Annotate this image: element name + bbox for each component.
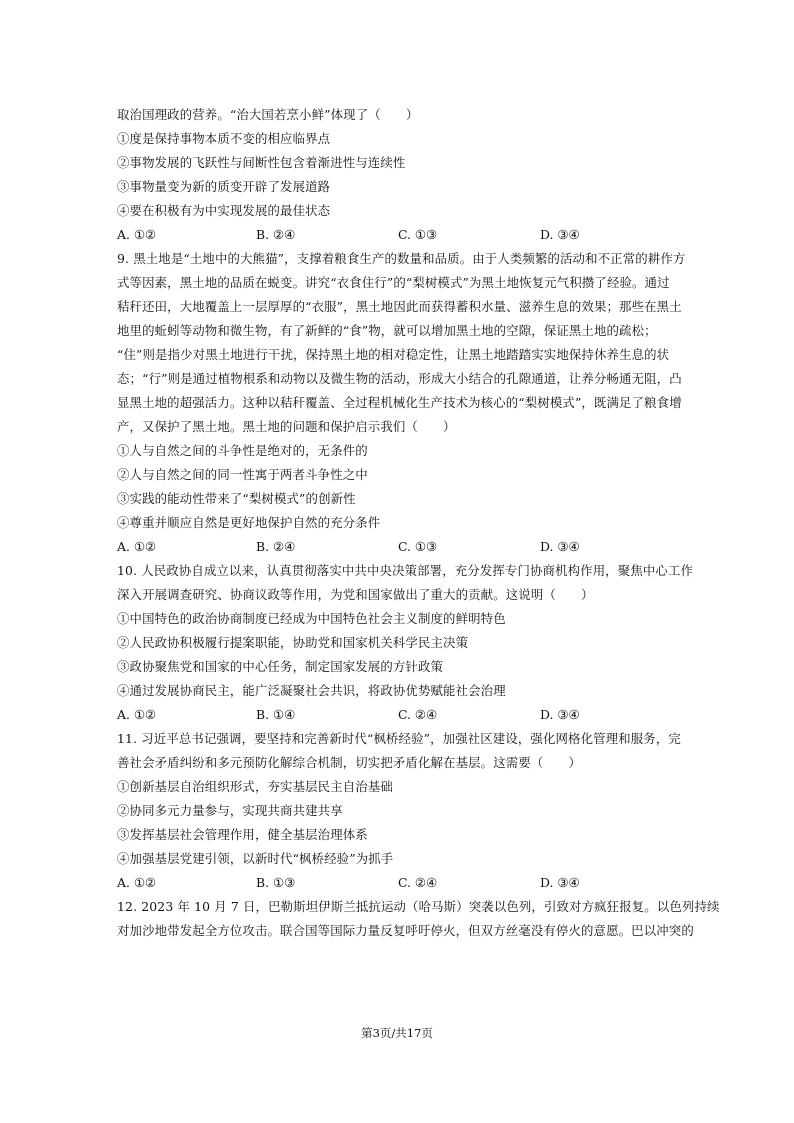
q8-option-4: ④要在积极有为中实现发展的最佳状态 (117, 203, 331, 218)
q10-choice-a: A. ①② (117, 707, 157, 722)
q11-option-2: ②协同多元力量参与，实现共商共建共享 (117, 803, 343, 818)
q8-option-1: ①度是保持事物本质不变的相应临界点 (117, 131, 331, 146)
q9-stem-line: 秸秆还田，大地覆盖上一层厚厚的“衣服”，黑土地因此而获得蓄积水量、滋养生息的效果；那些在黑土 (117, 299, 682, 314)
page-number-footer: 第3页/共17页 (361, 1026, 433, 1040)
q10-stem-line: 深入开展调查研究、协商议政等作用，为党和国家做出了重大的贡献。这说明（ ） (117, 587, 594, 602)
q11-option-3: ③发挥基层社会管理作用，健全基层治理体系 (117, 827, 368, 842)
q11-option-1: ①创新基层自治组织形式，夯实基层民主自治基础 (117, 779, 393, 794)
q8-choice-d: D. ③④ (540, 227, 580, 242)
q8-choice-b: B. ②④ (256, 227, 296, 242)
q11-option-4: ④加强基层党建引领，以新时代“枫桥经验”为抓手 (117, 851, 394, 866)
q10-choice-d: D. ③④ (540, 707, 580, 722)
q9-stem-line: 地里的蚯蚓等动物和微生物，有了新鲜的“食”物，就可以增加黑土地的空隙，保证黑土地的疏松； (117, 323, 657, 338)
q9-choice-b: B. ②④ (256, 539, 296, 554)
q9-option-4: ④尊重并顺应自然是更好地保护自然的充分条件 (117, 515, 381, 530)
q9-choice-c: C. ①③ (398, 539, 438, 554)
q9-option-2: ②人与自然之间的同一性寓于两者斗争性之中 (117, 467, 368, 482)
q10-option-4: ④通过发展协商民主，能广泛凝聚社会共识，将政协优势赋能社会治理 (117, 683, 506, 698)
q8-choice-a: A. ①② (117, 227, 157, 242)
q9-choice-a: A. ①② (117, 539, 157, 554)
q9-stem-line: 9. 黑土地是“土地中的大熊猫”，支撑着粮食生产的数量和品质。由于人类频繁的活动和不正常的耕作方 (117, 251, 686, 266)
q9-option-1: ①人与自然之间的斗争性是绝对的，无条件的 (117, 443, 368, 458)
q9-choice-d: D. ③④ (540, 539, 580, 554)
q10-choice-b: B. ①④ (256, 707, 296, 722)
q8-stem-tail: 取治国理政的营养。“治大国若烹小鲜”体现了（ ） (117, 107, 419, 122)
q9-stem-line: “住”则是指少对黑土地进行干扰，保持黑土地的相对稳定性，让黑土地踏踏实实地保持休养生息的状 (117, 347, 670, 362)
q11-choice-d: D. ③④ (540, 875, 580, 890)
q8-option-2: ②事物发展的飞跃性与间断性包含着渐进性与连续性 (117, 155, 406, 170)
q8-option-3: ③事物量变为新的质变开辟了发展道路 (117, 179, 331, 194)
q10-choice-c: C. ②④ (398, 707, 438, 722)
q11-choice-c: C. ②④ (398, 875, 438, 890)
q9-stem-line: 式等因素，黑土地的品质在蜕变。讲究“衣食住行”的“梨树模式”为黑土地恢复元气积攒了经验。通过 (117, 275, 670, 290)
q10-option-1: ①中国特色的政治协商制度已经成为中国特色社会主义制度的鲜明特色 (117, 611, 506, 626)
q9-stem-line: 态；“行”则是通过植物根系和动物以及微生物的活动，形成大小结合的孔隙通道，让养分畅通无阻，凸 (117, 371, 682, 386)
q10-stem-line: 10. 人民政协自成立以来，认真贯彻落实中共中央决策部署，充分发挥专门协商机构作用，聚焦中心工作 (117, 563, 694, 578)
q11-stem-line: 善社会矛盾纠纷和多元预防化解综合机制，切实把矛盾化解在基层。这需要（ ） (117, 755, 582, 770)
q12-stem-line: 12. 2023 年 10 月 7 日，巴勒斯坦伊斯兰抵抗运动（哈马斯）突袭以色列，引致对方疯狂报复。以色列持续 (117, 899, 720, 914)
q11-choice-a: A. ①② (117, 875, 157, 890)
q9-stem-line: 产，又保护了黑土地。黑土地的问题和保护启示我们（ ） (117, 419, 456, 434)
q10-option-2: ②人民政协积极履行提案职能，协助党和国家机关科学民主决策 (117, 635, 469, 650)
q11-stem-line: 11. 习近平总书记强调，要坚持和完善新时代“枫桥经验”，加强社区建设，强化网格化管理和服务，完 (117, 731, 681, 746)
q8-choice-c: C. ①③ (398, 227, 438, 242)
q9-stem-line: 显黑土地的超强活力。这种以秸秆覆盖、全过程机械化生产技术为核心的“梨树模式”，既满足了粮食增 (117, 395, 682, 410)
q12-stem-line: 对加沙地带发起全方位攻击。联合国等国际力量反复呼吁停火，但双方丝毫没有停火的意愿。巴以冲突的 (117, 923, 694, 938)
q11-choice-b: B. ①③ (256, 875, 296, 890)
q9-option-3: ③实践的能动性带来了“梨树模式”的创新性 (117, 491, 356, 506)
q10-option-3: ③政协聚焦党和国家的中心任务，制定国家发展的方针政策 (117, 659, 444, 674)
